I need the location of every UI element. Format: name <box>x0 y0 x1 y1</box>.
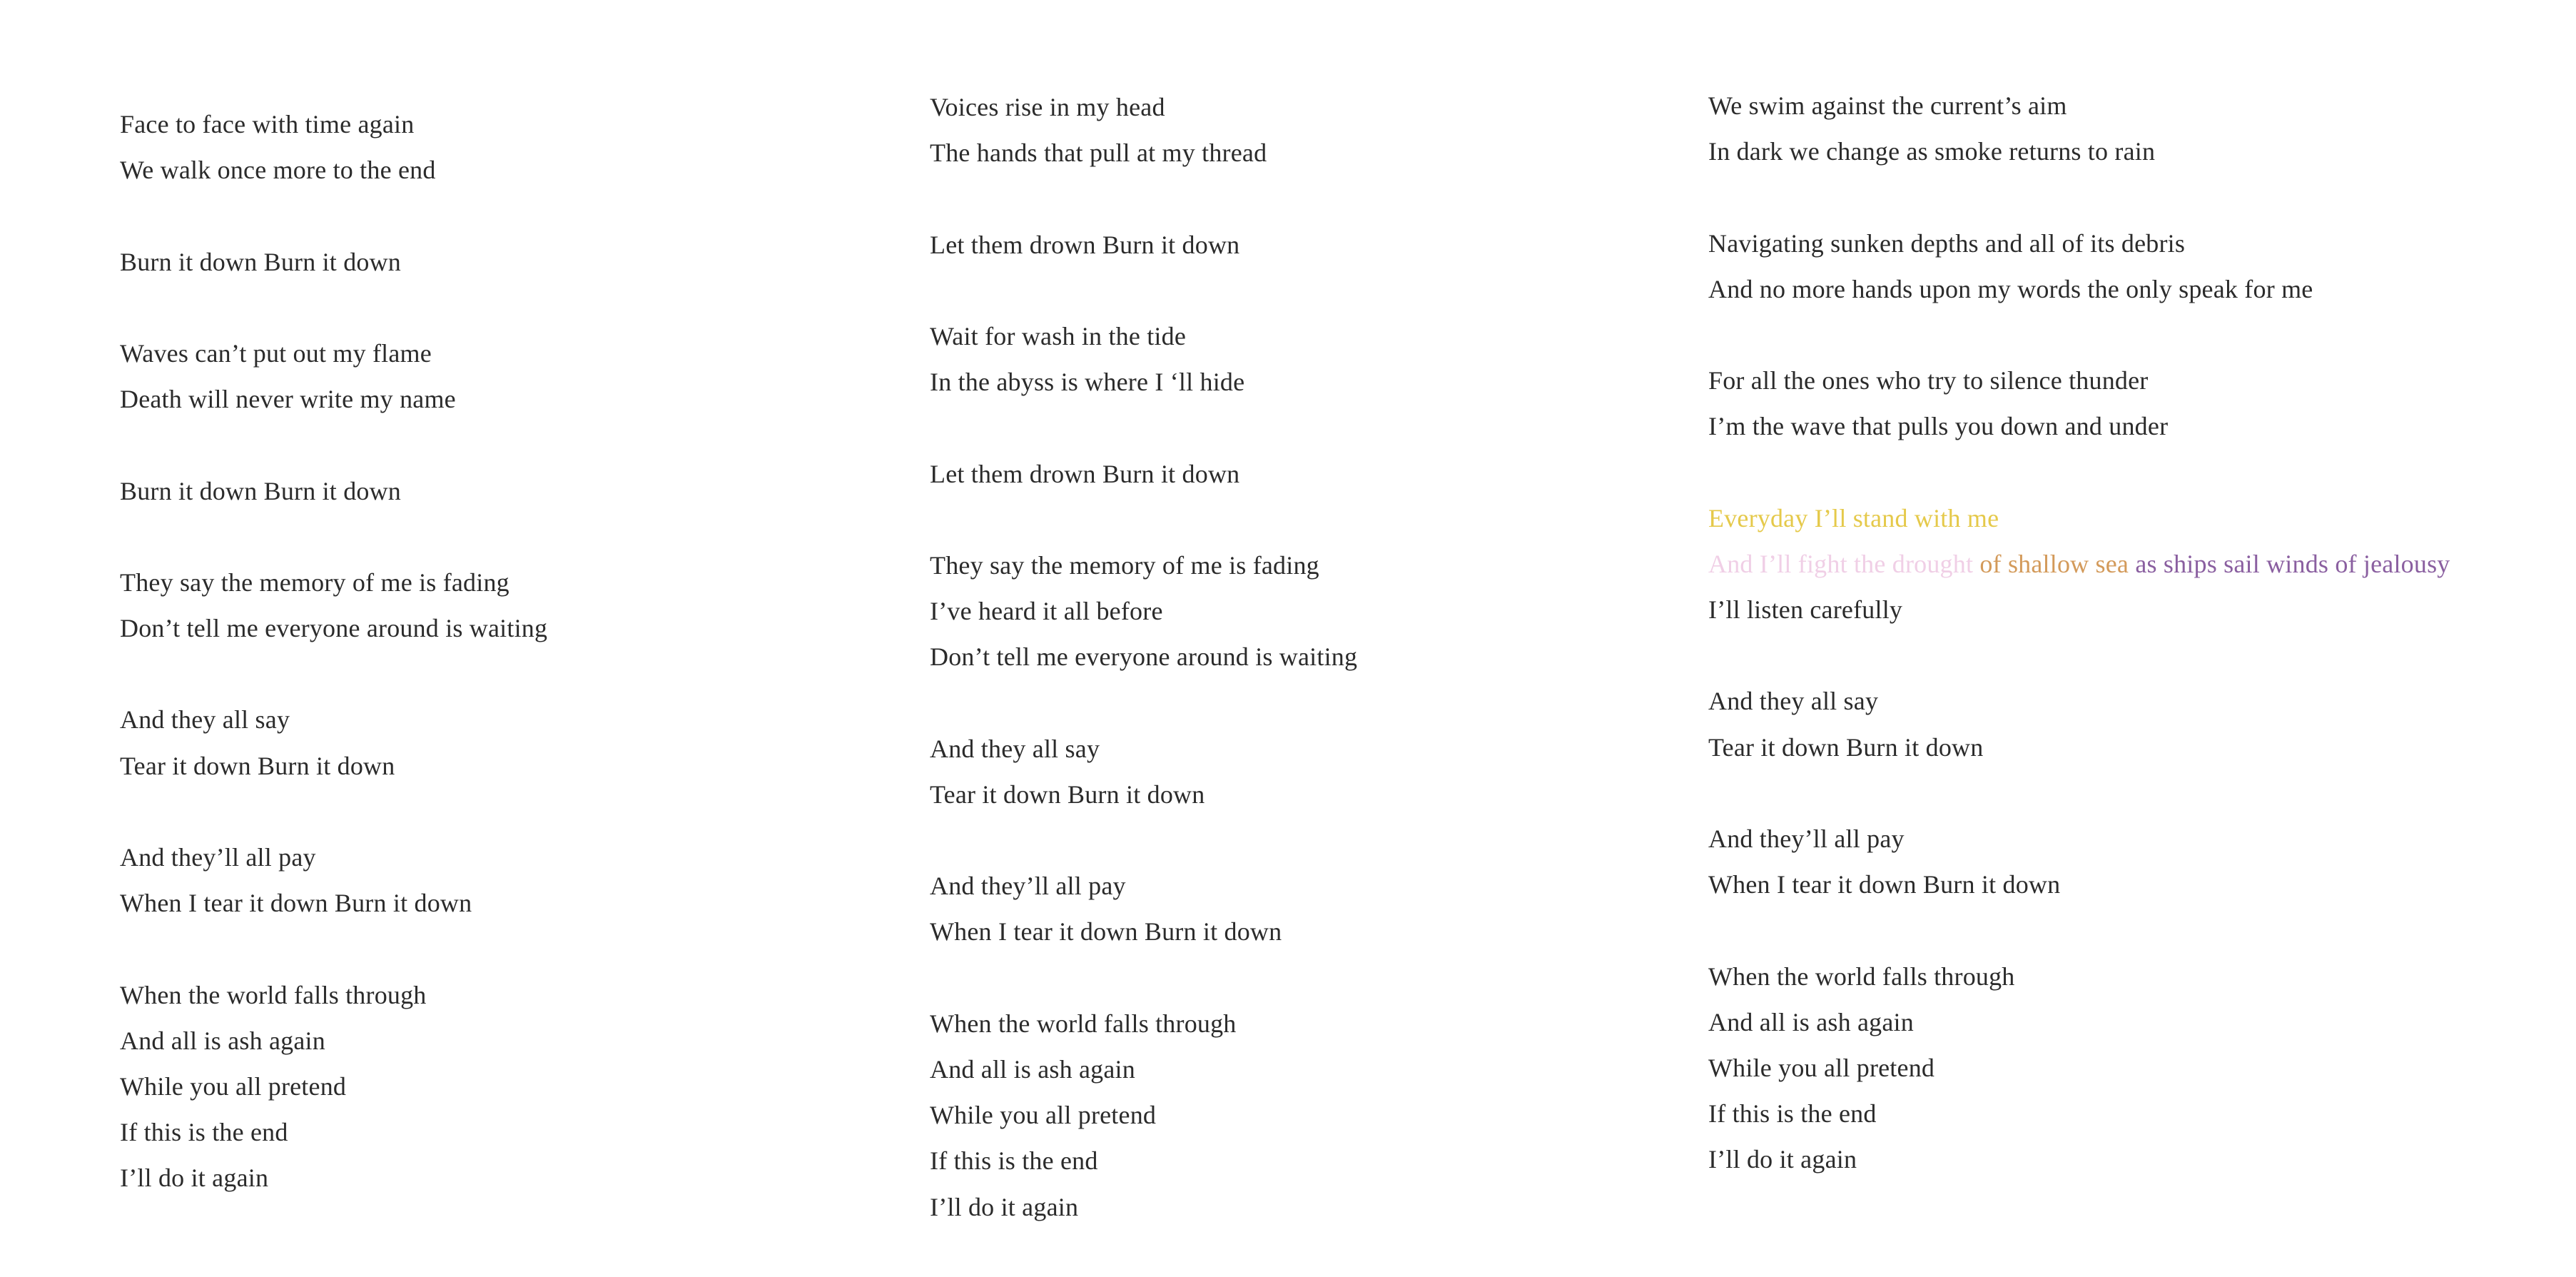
lyric-line: I’ll do it again <box>1708 1145 1857 1174</box>
stanza-break <box>1708 312 2450 358</box>
lyric-line: Let them drown Burn it down <box>930 230 1240 259</box>
lyric-line: We walk once more to the end <box>120 156 436 185</box>
lyric-line: I’ll do it again <box>120 1164 269 1193</box>
stanza-break <box>930 268 1357 313</box>
stanza-break <box>930 817 1357 863</box>
lyric-line: Tear it down Burn it down <box>1708 732 1984 762</box>
lyric-line: And no more hands upon my words the only speak for me <box>1708 274 2313 303</box>
lyric-line: Death will never write my name <box>120 385 456 414</box>
lyric-line: When I tear it down Burn it down <box>120 889 472 918</box>
lyric-line: The hands that pull at my thread <box>930 138 1267 168</box>
stanza-break <box>1708 770 2450 816</box>
lyric-segment-purple: as ships sail winds of jealousy <box>2135 549 2450 578</box>
stanza-break <box>120 422 547 468</box>
stanza-break <box>930 955 1357 1001</box>
multicolor-lyric-line <box>1708 541 2450 587</box>
stanza-break <box>120 193 547 238</box>
lyric-line: I’ve heard it all before <box>930 597 1163 626</box>
lyric-line: Voices rise in my head <box>930 93 1165 121</box>
lyric-line: And they all say <box>120 705 290 735</box>
lyric-line: I’ll listen carefully <box>1708 595 1903 625</box>
stanza-break <box>930 497 1357 542</box>
lyric-line: Don’t tell me everyone around is waiting <box>120 614 548 643</box>
lyric-line: We swim against the current’s aim <box>1708 91 2067 120</box>
lyric-line: For all the ones who try to silence thunder <box>1708 366 2149 395</box>
lyric-line: While you all pretend <box>930 1101 1157 1130</box>
lyric-line: Let them drown Burn it down <box>930 459 1240 488</box>
lyrics-column-1 <box>120 101 547 1201</box>
stanza-break <box>930 176 1357 221</box>
lyric-line: Wait for wash in the tide <box>930 321 1187 350</box>
lyrics-column-2 <box>930 84 1357 1230</box>
lyric-line: If this is the end <box>120 1118 288 1147</box>
lyric-line: And they all say <box>930 734 1100 763</box>
lyric-line: Burn it down Burn it down <box>120 476 402 505</box>
lyric-line: And all is ash again <box>120 1026 325 1055</box>
lyric-line: If this is the end <box>930 1146 1098 1176</box>
stanza-break <box>1708 450 2450 495</box>
lyric-line: In dark we change as smoke returns to rain <box>1708 137 2156 166</box>
stanza-break <box>1708 632 2450 678</box>
lyric-line: Face to face with time again <box>120 110 415 138</box>
lyric-line: And all is ash again <box>1708 1007 1914 1036</box>
lyric-line: In the abyss is where I ‘ll hide <box>930 368 1245 397</box>
lyric-line: When the world falls through <box>120 980 427 1009</box>
lyric-line: I’ll do it again <box>930 1192 1079 1221</box>
stanza-break <box>930 680 1357 725</box>
stanza-break <box>120 285 547 330</box>
stanza-break <box>1708 907 2450 953</box>
stanza-break <box>120 514 547 560</box>
lyric-line: While you all pretend <box>1708 1053 1935 1082</box>
lyric-line: And all is ash again <box>930 1054 1135 1084</box>
lyric-line: When I tear it down Burn it down <box>930 917 1282 947</box>
lyric-line: Navigating sunken depths and all of its debris <box>1708 228 2186 258</box>
stanza-break <box>120 789 547 834</box>
lyric-line: Burn it down Burn it down <box>120 247 402 276</box>
lyric-line: When I tear it down Burn it down <box>1708 870 2061 899</box>
lyric-line: While you all pretend <box>120 1071 347 1101</box>
highlighted-lyric-line: Everyday I’ll stand with me <box>1708 503 1999 532</box>
lyric-line: When the world falls through <box>930 1009 1237 1038</box>
lyric-line: And they’ll all pay <box>1708 824 1905 853</box>
lyric-line: Tear it down Burn it down <box>930 779 1205 809</box>
lyric-line: They say the memory of me is fading <box>120 567 509 597</box>
lyric-segment-pink: And I’ll fight the drought <box>1708 549 1974 578</box>
lyrics-column-3 <box>1708 83 2450 1183</box>
stanza-break <box>120 651 547 697</box>
lyric-segment-orange: of shallow sea <box>1979 549 2129 578</box>
lyric-line: And they’ll all pay <box>120 843 316 872</box>
stanza-break <box>120 926 547 971</box>
lyric-line: I’m the wave that pulls you down and under <box>1708 412 2169 441</box>
lyric-line: Waves can’t put out my flame <box>120 338 432 368</box>
lyric-line: If this is the end <box>1708 1099 1877 1129</box>
stanza-break <box>930 405 1357 450</box>
lyric-line: When the world falls through <box>1708 961 2015 991</box>
lyric-line: They say the memory of me is fading <box>930 550 1319 580</box>
lyric-line: Tear it down Burn it down <box>120 751 395 780</box>
lyric-line: Don’t tell me everyone around is waiting <box>930 642 1358 672</box>
stanza-break <box>1708 174 2450 220</box>
lyric-line: And they’ll all pay <box>930 872 1126 901</box>
lyric-line: And they all say <box>1708 687 1879 716</box>
